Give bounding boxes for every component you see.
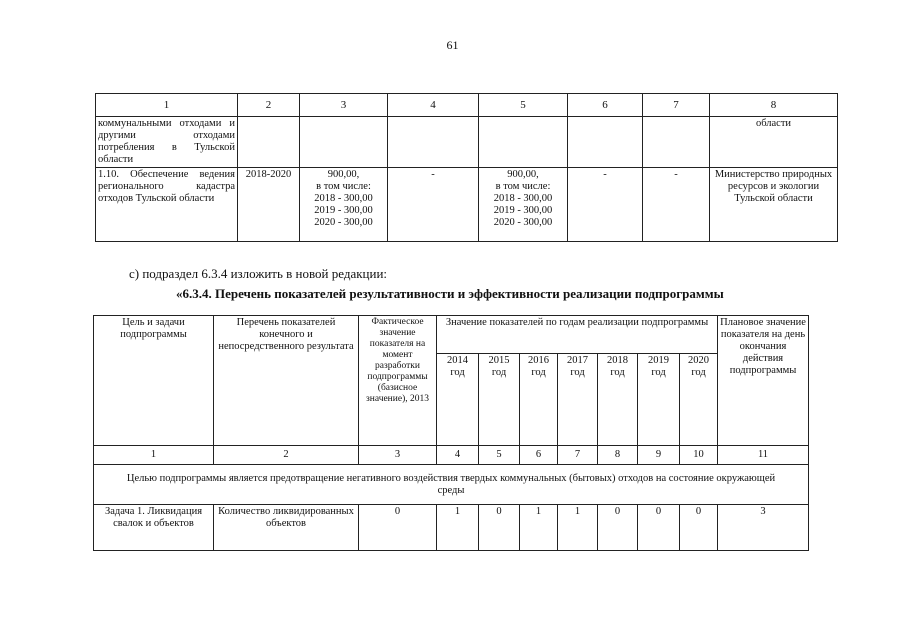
header-cell: 8 <box>710 94 838 117</box>
regional-budget <box>479 168 568 242</box>
header-cell: 5 <box>479 94 568 117</box>
total-funding <box>300 168 388 242</box>
table-subprogram-measures <box>95 93 838 242</box>
column-number: 6 <box>520 446 558 465</box>
column-number: 1 <box>94 446 214 465</box>
table-row <box>96 168 838 242</box>
measure-name: 1.10. Обеспечение ведения регионального кадастра отходов Тульской области <box>96 168 238 242</box>
header-cell: 4 <box>388 94 479 117</box>
planned-value: 3 <box>718 505 809 551</box>
year-value: 1 <box>558 505 598 551</box>
measure-name-continued: коммунальными отходами и другими отходами потребления в Тульской области <box>96 117 238 168</box>
period: 2018-2020 <box>238 168 300 242</box>
column-number: 5 <box>479 446 520 465</box>
header-cell: 2 <box>238 94 300 117</box>
funding-line: в том числе: <box>316 181 371 192</box>
header-cell: 3 <box>300 94 388 117</box>
year-value: 1 <box>437 505 479 551</box>
header-year: 2020 год <box>680 354 718 446</box>
dash-cell: - <box>388 168 479 242</box>
table-row <box>94 505 809 551</box>
header-cell: 7 <box>643 94 710 117</box>
table-header-row <box>96 94 838 117</box>
column-number: 8 <box>598 446 638 465</box>
base-value: 0 <box>359 505 437 551</box>
header-year: 2019 год <box>638 354 680 446</box>
header-year: 2014 год <box>437 354 479 446</box>
column-number: 10 <box>680 446 718 465</box>
funding-line: 2018 - 300,00 <box>493 193 553 204</box>
executor: Министерство природных ресурсов и экологии Тульской области <box>710 168 838 242</box>
header-cell: 1 <box>96 94 238 117</box>
year-value: 1 <box>520 505 558 551</box>
funding-line: 2019 - 300,00 <box>314 205 373 216</box>
header-year: 2015 год <box>479 354 520 446</box>
paragraph: с) подраздел 6.3.4 изложить в новой редакции: <box>129 266 388 281</box>
table-indicators <box>93 315 809 551</box>
funding-line: в том числе: <box>495 181 551 192</box>
executor-continued: области <box>710 117 838 168</box>
page-number: 61 <box>446 38 459 52</box>
header-planned-value: Плановое значение показателя на день окончания действия подпрограммы <box>718 316 809 446</box>
funding-line: 2020 - 300,00 <box>314 217 373 228</box>
column-number: 4 <box>437 446 479 465</box>
column-number: 3 <box>359 446 437 465</box>
task-cell: Задача 1. Ликвидация свалок и объектов <box>94 505 214 551</box>
header-goals: Цель и задачи подпрограммы <box>94 316 214 446</box>
year-value: 0 <box>638 505 680 551</box>
section-heading: «6.3.4. Перечень показателей результативности и эффективности реализации подпрограммы <box>176 286 724 301</box>
indicator-cell: Количество ликвидированных объектов <box>214 505 359 551</box>
header-year: 2017 год <box>558 354 598 446</box>
header-actual-value: Фактическое значение показателя на момент разработки подпрограммы (базисное значение), 2013 <box>359 316 437 446</box>
funding-line: 2020 - 300,00 <box>493 217 553 228</box>
dash-cell: - <box>568 168 643 242</box>
funding-line: 2018 - 300,00 <box>314 193 373 204</box>
column-number: 7 <box>558 446 598 465</box>
header-cell: 6 <box>568 94 643 117</box>
column-number: 11 <box>718 446 809 465</box>
funding-line: 900,00, <box>507 169 539 180</box>
header-year: 2018 год <box>598 354 638 446</box>
year-value: 0 <box>598 505 638 551</box>
header-year: 2016 год <box>520 354 558 446</box>
funding-line: 900,00, <box>327 169 360 180</box>
year-value: 0 <box>680 505 718 551</box>
funding-line: 2019 - 300,00 <box>493 205 553 216</box>
header-indicators: Перечень показателей конечного и непосредственного результата <box>214 316 359 446</box>
dash-cell: - <box>643 168 710 242</box>
year-value: 0 <box>479 505 520 551</box>
header-years-group: Значение показателей по годам реализации подпрограммы <box>437 316 718 354</box>
column-number-row <box>94 446 809 465</box>
goal-row: Целью подпрограммы является предотвращение негативного воздействия твердых коммунальных (бытовых) отходов на состояние окружающей среды <box>94 465 809 505</box>
table-row <box>96 117 838 168</box>
column-number: 9 <box>638 446 680 465</box>
column-number: 2 <box>214 446 359 465</box>
